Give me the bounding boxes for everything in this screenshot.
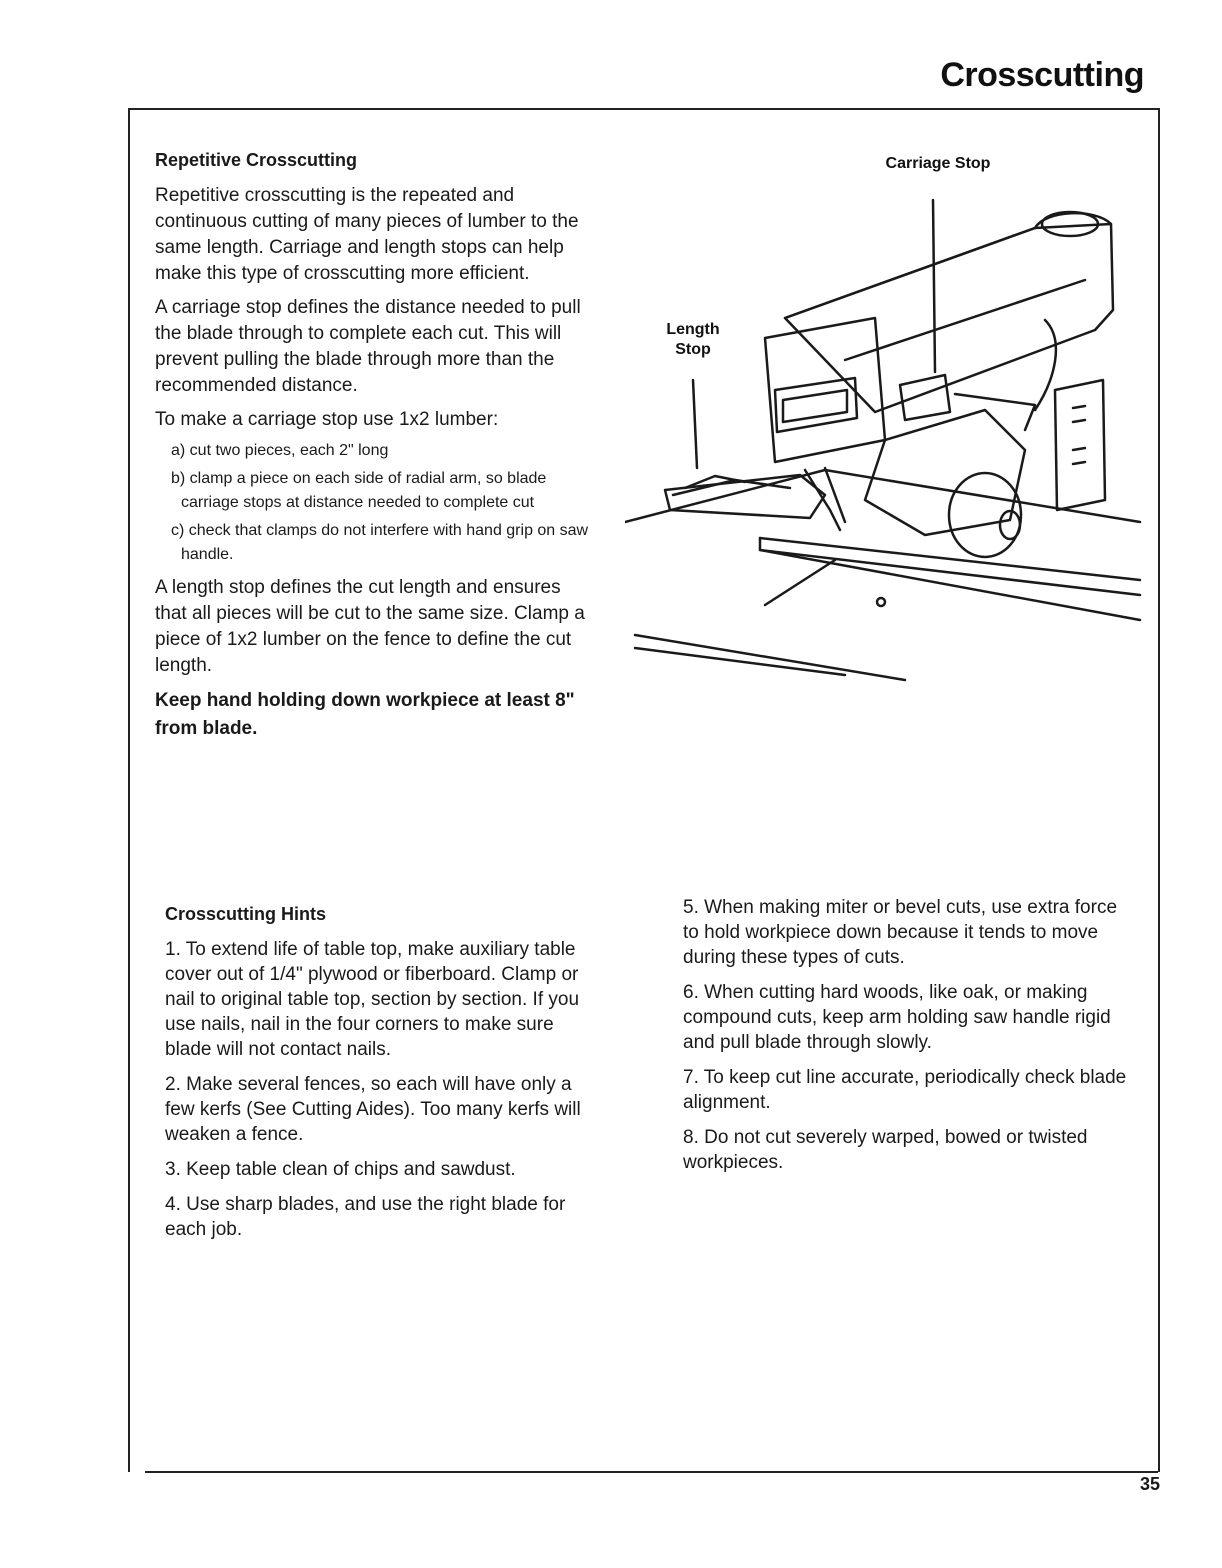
bottom-rule [145, 1471, 1158, 1473]
carriage-stop-label: Carriage Stop [885, 155, 991, 172]
hint-1: 1. To extend life of table top, make auxiliary table cover out of 1/4" plywood or fiberboard. Clamp or nail to original table top, section by section. If you use nails, nail in the four corners to make sure blade will not contact nails. [165, 939, 580, 1060]
safety-warning: Keep hand holding down workpiece at least 8" from blade. [155, 690, 575, 739]
radial-arm-saw-illustration [625, 150, 1145, 710]
carriage-stop-block [900, 375, 950, 420]
hints-left-column [165, 904, 595, 1252]
saw-drawing [625, 150, 1145, 710]
table-knob [877, 598, 885, 606]
carriage-grip [783, 390, 847, 422]
hint-2: 2. Make several fences, so each will have only a few kerfs (See Cutting Aides). Too many kerfs will weaken a fence. [165, 1074, 581, 1145]
carriage-stop-description: A carriage stop defines the distance needed to pull the blade through to complete each cut. This will prevent pulling the blade through more than the recommended distance. [155, 297, 581, 396]
carriage-window [775, 378, 857, 432]
hint-7: 7. To keep cut line accurate, periodically check blade alignment. [683, 1067, 1127, 1113]
table-back-edge [625, 470, 1140, 522]
carriage-stop-instruction: To make a carriage stop use 1x2 lumber: [155, 409, 499, 430]
step-c: c) check that clamps do not interfere with hand grip on saw handle. [171, 522, 589, 563]
page-number: 35 [1139, 1474, 1160, 1494]
step-a: a) cut two pieces, each 2" long [171, 442, 389, 459]
radial-arm [785, 224, 1113, 412]
hint-4: 4. Use sharp blades, and use the right blade for each job. [165, 1194, 566, 1240]
arm-top-edge [785, 228, 1035, 318]
table-lower-edge [760, 550, 1140, 620]
repetitive-heading: Repetitive Crosscutting [155, 150, 358, 170]
column [1055, 380, 1105, 510]
length-stop-pointer [693, 380, 697, 468]
power-cord [1035, 320, 1056, 410]
table-front-face [760, 538, 1140, 595]
hints-right-column [683, 895, 1128, 1185]
page-title: Crosscutting [940, 56, 1144, 94]
length-stop-label: Length Stop [666, 321, 720, 358]
carriage-stop-pointer [933, 200, 935, 372]
length-stop-description: A length stop defines the cut length and ensures that all pieces will be cut to the same size. Clamp a piece of 1x2 lumber on the fence to define the cut length. [155, 577, 585, 676]
hint-8: 8. Do not cut severely warped, bowed or twisted workpieces. [683, 1127, 1088, 1173]
hint-6: 6. When cutting hard woods, like oak, or making compound cuts, keep arm holding saw handle rigid and pull blade through slowly. [683, 982, 1111, 1053]
repetitive-section [155, 150, 595, 743]
repetitive-intro: Repetitive crosscutting is the repeated and continuous cutting of many pieces of lumber to the same length. Carriage and length stops can help make this type of crosscutting more efficient. [155, 185, 579, 284]
hint-3: 3. Keep table clean of chips and sawdust. [165, 1159, 516, 1180]
hints-heading: Crosscutting Hints [165, 904, 327, 924]
carriage-stop-steps [171, 439, 595, 567]
floor-line-1 [635, 635, 905, 680]
table-corner-line [765, 560, 835, 605]
column-slots [1073, 406, 1085, 464]
step-b: b) clamp a piece on each side of radial arm, so blade carriage stops at distance needed to complete cut [171, 470, 547, 511]
carriage-stop-chain [955, 394, 1035, 430]
blade-guard [805, 468, 845, 530]
hint-5: 5. When making miter or bevel cuts, use extra force to hold workpiece down because it tends to move during these types of cuts. [683, 897, 1118, 968]
